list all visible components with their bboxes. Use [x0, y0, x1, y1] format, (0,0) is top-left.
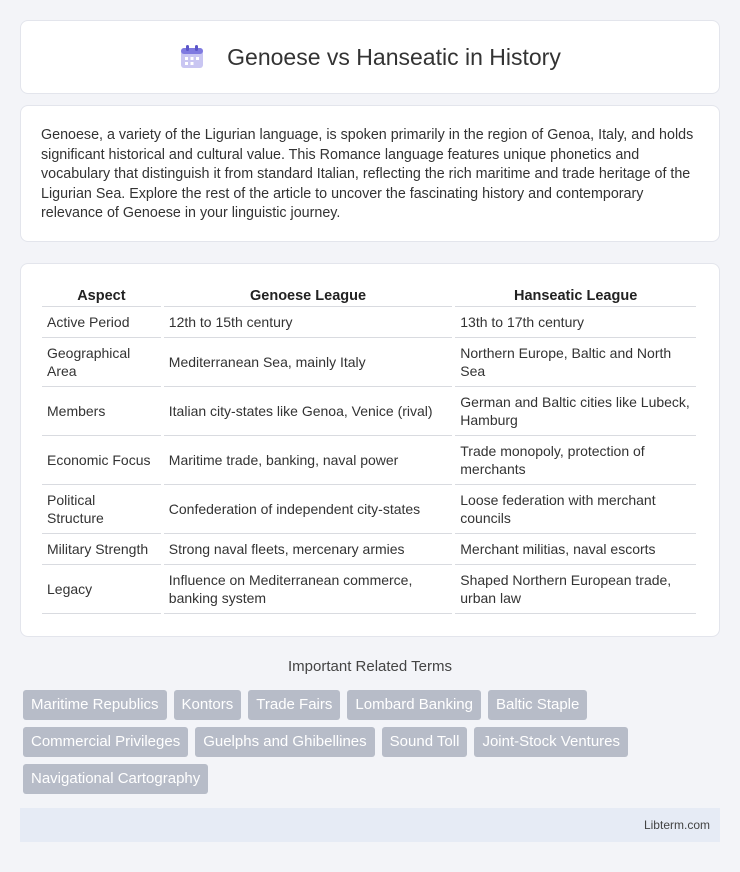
- table-row: [42, 307, 696, 338]
- related-term-tag[interactable]: Sound Toll: [382, 727, 468, 757]
- related-term-tag[interactable]: Commercial Privileges: [23, 727, 188, 757]
- table-cell: Political Structure: [42, 485, 161, 534]
- comparison-table-card: [20, 263, 720, 637]
- column-header: Hanseatic League: [455, 284, 696, 307]
- table-cell: Merchant militias, naval escorts: [455, 534, 696, 565]
- table-cell: Members: [42, 387, 161, 436]
- comparison-table: [39, 284, 699, 614]
- table-cell: Confederation of independent city-states: [164, 485, 452, 534]
- related-term-tag[interactable]: Maritime Republics: [23, 690, 167, 720]
- table-row: [42, 565, 696, 614]
- table-cell: Italian city-states like Genoa, Venice (rival): [164, 387, 452, 436]
- column-header: Genoese League: [164, 284, 452, 307]
- related-term-tag[interactable]: Trade Fairs: [248, 690, 340, 720]
- related-term-tag[interactable]: Guelphs and Ghibellines: [195, 727, 374, 757]
- column-header: Aspect: [42, 284, 161, 307]
- table-row: [42, 387, 696, 436]
- table-cell: 13th to 17th century: [455, 307, 696, 338]
- table-cell: Northern Europe, Baltic and North Sea: [455, 338, 696, 387]
- intro-text: Genoese, a variety of the Ligurian language, is spoken primarily in the region of Genoa, Italy, and holds significant historical and cultural value. This Romance language features unique phonetics and vocabulary that distinguish it from standard Italian, reflecting the rich maritime and trade heritage of the Ligurian Sea. Explore the rest of the article to uncover the fascinating history and contemporary relevance of Genoese in your linguistic journey.: [41, 127, 694, 221]
- table-header-row: [42, 284, 696, 307]
- related-term-tag[interactable]: Baltic Staple: [488, 690, 587, 720]
- table-row: [42, 436, 696, 485]
- table-cell: Mediterranean Sea, mainly Italy: [164, 338, 452, 387]
- table-cell: Legacy: [42, 565, 161, 614]
- related-term-tag[interactable]: Lombard Banking: [347, 690, 481, 720]
- table-cell: 12th to 15th century: [164, 307, 452, 338]
- table-row: [42, 534, 696, 565]
- title-card: [20, 20, 720, 94]
- table-cell: Maritime trade, banking, naval power: [164, 436, 452, 485]
- related-terms-list: [23, 690, 723, 801]
- table-cell: Shaped Northern European trade, urban law: [455, 565, 696, 614]
- table-cell: German and Baltic cities like Lubeck, Hamburg: [455, 387, 696, 436]
- table-cell: Active Period: [42, 307, 161, 338]
- table-cell: Military Strength: [42, 534, 161, 565]
- table-row: [42, 338, 696, 387]
- related-terms-title: Important Related Terms: [288, 658, 452, 675]
- table-cell: Strong naval fleets, mercenary armies: [164, 534, 452, 565]
- table-cell: Geographical Area: [42, 338, 161, 387]
- calendar-icon: [179, 44, 205, 70]
- table-row: [42, 485, 696, 534]
- table-cell: Trade monopoly, protection of merchants: [455, 436, 696, 485]
- footer-site-link[interactable]: Libterm.com: [643, 818, 710, 832]
- related-term-tag[interactable]: Navigational Cartography: [23, 764, 208, 794]
- related-term-tag[interactable]: Joint-Stock Ventures: [474, 727, 628, 757]
- table-cell: Loose federation with merchant councils: [455, 485, 696, 534]
- table-cell: Influence on Mediterranean commerce, banking system: [164, 565, 452, 614]
- footer: [20, 808, 720, 842]
- page-title: Genoese vs Hanseatic in History: [227, 43, 561, 70]
- intro-card: [20, 105, 720, 242]
- related-term-tag[interactable]: Kontors: [174, 690, 242, 720]
- table-cell: Economic Focus: [42, 436, 161, 485]
